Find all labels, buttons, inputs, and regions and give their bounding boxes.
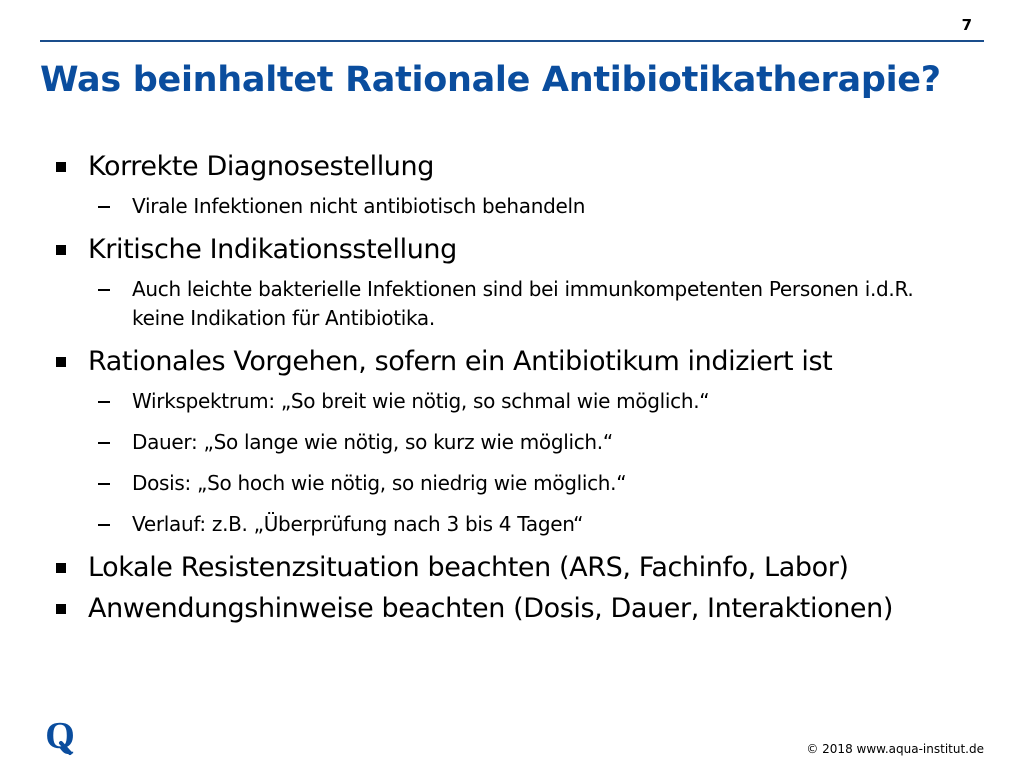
square-bullet-icon [56,245,66,255]
bullet-text: Korrekte Diagnosestellung [88,151,434,182]
sub-bullet-item [88,275,1000,333]
bullet-item [50,233,1000,333]
sub-list [88,275,1000,333]
sub-bullet-item [88,428,1000,457]
slide-content [50,150,1000,633]
q-logo-icon [40,716,80,756]
dash-bullet-icon [98,483,110,485]
sub-bullet-item [88,192,1000,221]
dash-bullet-icon [98,289,110,291]
dash-bullet-icon [98,524,110,526]
header-divider [40,40,984,42]
slide-title: Was beinhaltet Rationale Antibiotikatherapie? [40,60,941,100]
dash-bullet-icon [98,206,110,208]
bullet-item [50,345,1000,539]
square-bullet-icon [56,162,66,172]
bullet-text: Rationales Vorgehen, sofern ein Antibiotikum indiziert ist [88,346,833,377]
bullet-item [50,150,1000,221]
sub-list [88,192,1000,221]
square-bullet-icon [56,604,66,614]
page-number: 7 [961,16,972,34]
sub-bullet-text: Virale Infektionen nicht antibiotisch behandeln [132,194,586,218]
sub-bullet-text: Dosis: „So hoch wie nötig, so niedrig wie möglich.“ [132,471,627,495]
bullet-item [50,551,1000,585]
bullet-text: Lokale Resistenzsituation beachten (ARS, Fachinfo, Labor) [88,552,849,583]
logo-letter: Q [45,716,75,756]
square-bullet-icon [56,563,66,573]
sub-list [88,387,1000,539]
bullet-text: Anwendungshinweise beachten (Dosis, Dauer, Interaktionen) [88,593,893,624]
bullet-item [50,592,1000,626]
dash-bullet-icon [98,442,110,444]
sub-bullet-text: Wirkspektrum: „So breit wie nötig, so schmal wie möglich.“ [132,389,710,413]
sub-bullet-text: Dauer: „So lange wie nötig, so kurz wie möglich.“ [132,430,613,454]
dash-bullet-icon [98,401,110,403]
bullet-text: Kritische Indikationsstellung [88,234,457,265]
sub-bullet-item [88,469,1000,498]
bullet-list [50,150,1000,626]
sub-bullet-item [88,387,1000,416]
sub-bullet-item [88,510,1000,539]
square-bullet-icon [56,357,66,367]
sub-bullet-text: Auch leichte bakterielle Infektionen sind bei immunkompetenten Personen i.d.R. keine Indikation für Antibiotika. [132,277,914,330]
footer-copyright: © 2018 www.aqua-institut.de [806,742,984,756]
sub-bullet-text: Verlauf: z.B. „Überprüfung nach 3 bis 4 Tagen“ [132,512,584,536]
